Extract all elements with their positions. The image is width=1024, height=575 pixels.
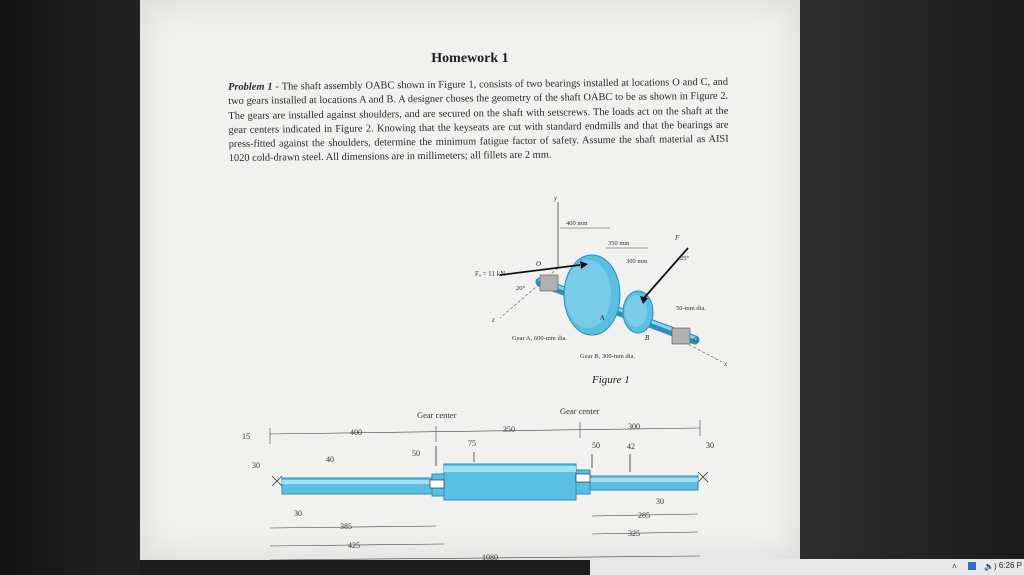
point-c-label: C	[693, 336, 698, 344]
y-axis-label: y	[554, 194, 558, 202]
dim-300-label: 300 mm	[626, 258, 648, 265]
bearing-mark-right	[698, 472, 708, 482]
network-icon[interactable]	[968, 562, 976, 570]
dim-30-left: 30	[252, 461, 260, 470]
dim-42: 42	[627, 442, 635, 451]
dim-75: 75	[468, 439, 476, 448]
dim-50-a: 50	[412, 449, 420, 458]
desk-background-left	[0, 0, 140, 575]
force-a-label: Fₐ = 11 kN	[475, 270, 506, 278]
dim-15: 15	[242, 432, 250, 441]
shaft-dia-callout: 50-mm dia.	[676, 305, 706, 312]
dim-425: 425	[348, 541, 360, 550]
dim-385-line	[270, 526, 436, 528]
dim-1080: 1080	[482, 553, 498, 560]
problem-statement	[228, 76, 729, 167]
gear-a-callout: Gear A, 600-mm dia.	[512, 335, 568, 342]
force-b-label: F	[675, 234, 680, 242]
gear-b-callout: Gear B, 300-mm dia.	[580, 353, 636, 360]
gear-center-label-1: Gear center	[417, 410, 457, 420]
problem-label: Problem 1	[228, 81, 273, 93]
angle-25-label: 25°	[680, 255, 690, 262]
point-b-label: B	[645, 334, 650, 342]
dim-325: 325	[628, 529, 640, 538]
angle-20-label: 20°	[516, 285, 526, 292]
dim-350-label: 350 mm	[608, 240, 630, 247]
document-page	[140, 0, 800, 560]
dim-400: 400	[350, 428, 362, 437]
dim-325-line	[592, 532, 698, 534]
taskbar	[590, 559, 1024, 575]
dim-50-b: 50	[592, 441, 600, 450]
dim-385: 385	[340, 522, 352, 531]
keyseat-a	[430, 480, 444, 488]
dim-285: 285	[638, 511, 650, 520]
desk-background-right	[800, 0, 1024, 575]
problem-text: - The shaft assembly OABC shown in Figure 1, consists of two bearings installed at locations O and C, and two gears installed at locations A and B. A designer choses the geometry of the shaft OABC to be as shown in Figure 2. The gears are installed against shoulders, and are secured on the shaft with setscrews. The loads act on the shaft at the gear centers indicated in Figure 2. Knowing that the keyseats are cut with standard endmills and that the bearings are press-fitted against the shoulders, determine the minimum fatigue factor of safety. Assume the shaft material as AISI 1020 cold-drawn steel. All dimensions are in millimeters; all fillets are 2 mm.	[228, 76, 729, 165]
dim-400-label: 400 mm	[566, 220, 588, 227]
dim-300: 300	[628, 422, 640, 431]
keyseat-b	[576, 474, 590, 482]
figure-2	[140, 400, 800, 560]
taskbar-clock[interactable]: 6:26 P	[998, 561, 1022, 570]
gear-center-label-2: Gear center	[560, 406, 600, 416]
z-axis-label: z	[492, 316, 495, 324]
bearing-c	[672, 328, 690, 344]
x-axis-label: x	[724, 360, 728, 368]
figure-1-caption: Figure 1	[592, 374, 630, 386]
bearing-o	[540, 275, 558, 291]
dim-30-lower-right: 30	[656, 497, 664, 506]
bearing-mark-left	[272, 476, 282, 486]
shaft-highlight-1	[282, 480, 432, 484]
page-title: Homework 1	[431, 51, 509, 66]
dim-350: 350	[503, 425, 515, 434]
point-o-label: O	[536, 260, 542, 268]
shaft-highlight-3	[590, 478, 698, 482]
shaft-highlight-2	[444, 466, 576, 472]
dim-30-lower: 30	[294, 509, 302, 518]
figure-1	[140, 190, 800, 390]
tray-up-arrow-icon[interactable]: ˄	[952, 562, 957, 571]
dim-30-right: 30	[706, 441, 714, 450]
dim-40: 40	[326, 455, 334, 464]
point-a-label: A	[600, 314, 605, 322]
volume-icon[interactable]: 🔈)	[984, 562, 997, 571]
